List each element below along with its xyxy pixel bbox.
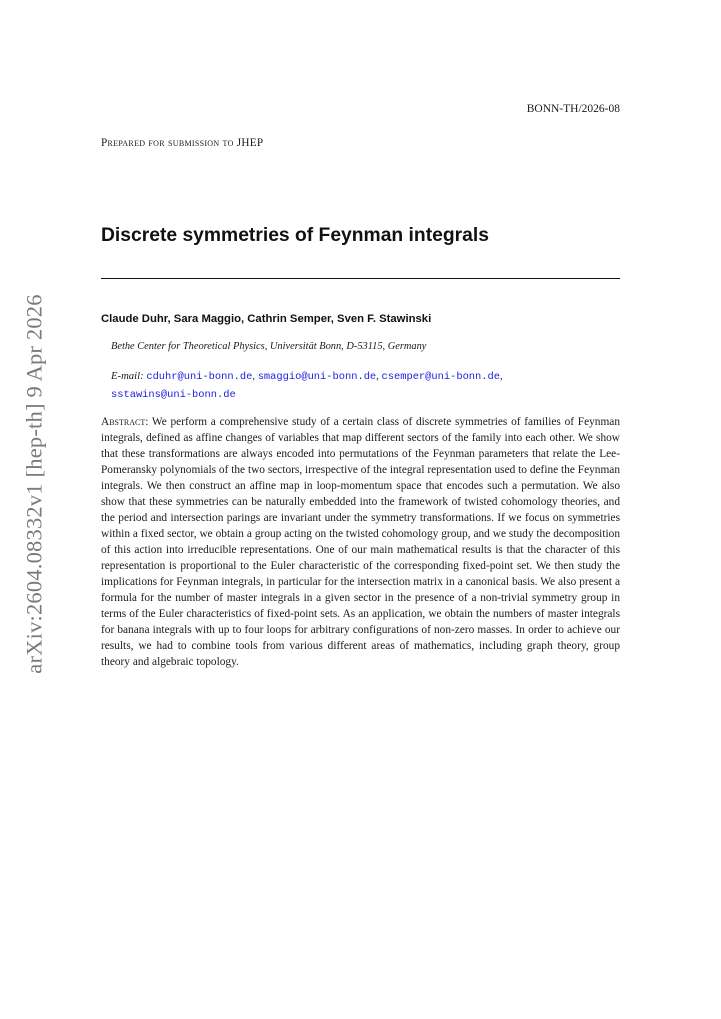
journal-submission-note: Prepared for submission to JHEP — [101, 137, 264, 149]
author-list: Claude Duhr, Sara Maggio, Cathrin Semper, Sven F. Stawinski — [101, 313, 432, 325]
report-number: BONN-TH/2026-08 — [526, 103, 620, 115]
email-block — [111, 368, 620, 404]
email-link-semper[interactable]: csemper@uni-bonn.de — [381, 371, 500, 383]
author-affiliation: Bethe Center for Theoretical Physics, Universität Bonn, D-53115, Germany — [111, 341, 427, 352]
paper-title: Discrete symmetries of Feynman integrals — [101, 225, 489, 246]
title-rule — [101, 278, 620, 279]
email-separator: , — [252, 370, 256, 382]
arxiv-identifier-stamp — [18, 294, 52, 674]
email-link-maggio[interactable]: smaggio@uni-bonn.de — [257, 371, 377, 383]
abstract — [101, 414, 620, 670]
arxiv-identifier: arXiv:2604.08332v1 [hep-th] 9 Apr 2026 — [22, 294, 48, 674]
abstract-text: We perform a comprehensive study of a certain class of discrete symmetries of families of Feynman integrals, defined as affine changes of variables that map different sectors of the family into each other. We show that these transformations are always encoded into permutations of the Feynman parameters that relate the Lee-Pomeransky polynomials of the two sectors, irrespective of the integral representation used to define the Feynman integrals. We then construct an affine map in loop-momentum space that encodes such a permutation. We also show that these symmetries can be naturally embedded into the framework of twisted cohomology theories, and the period and intersection parings are invariant under the symmetry transformations. If we focus on symmetries within a fixed sector, we obtain a group acting on the twisted cohomology group, and we study the decomposition of this action into irreducible representations. One of our main mathematical results is that the character of this representation is proportional to the Euler characteristic of the corresponding fixed-point set. We then study the implications for Feynman integrals, in particular for the intersection matrix in a canonical basis. We also present a formula for the number of master integrals in a given sector in the presence of a non-trivial symmetry group in terms of the Euler characteristics of fixed-point sets. As an application, we obtain the numbers of master integrals for banana integrals with up to four loops for arbitrary configurations of non-zero masses. In order to achieve our results, we had to combine tools from various different areas of mathematics, including graph theory, group theory and algebraic topology. — [101, 416, 620, 669]
email-label: E-mail: — [111, 370, 144, 382]
abstract-label: Abstract: — [101, 416, 149, 428]
email-separator: , — [376, 370, 379, 382]
email-separator: , — [500, 370, 503, 382]
email-link-stawinski[interactable]: sstawins@uni-bonn.de — [111, 389, 236, 401]
email-link-duhr[interactable]: cduhr@uni-bonn.de — [146, 371, 253, 383]
